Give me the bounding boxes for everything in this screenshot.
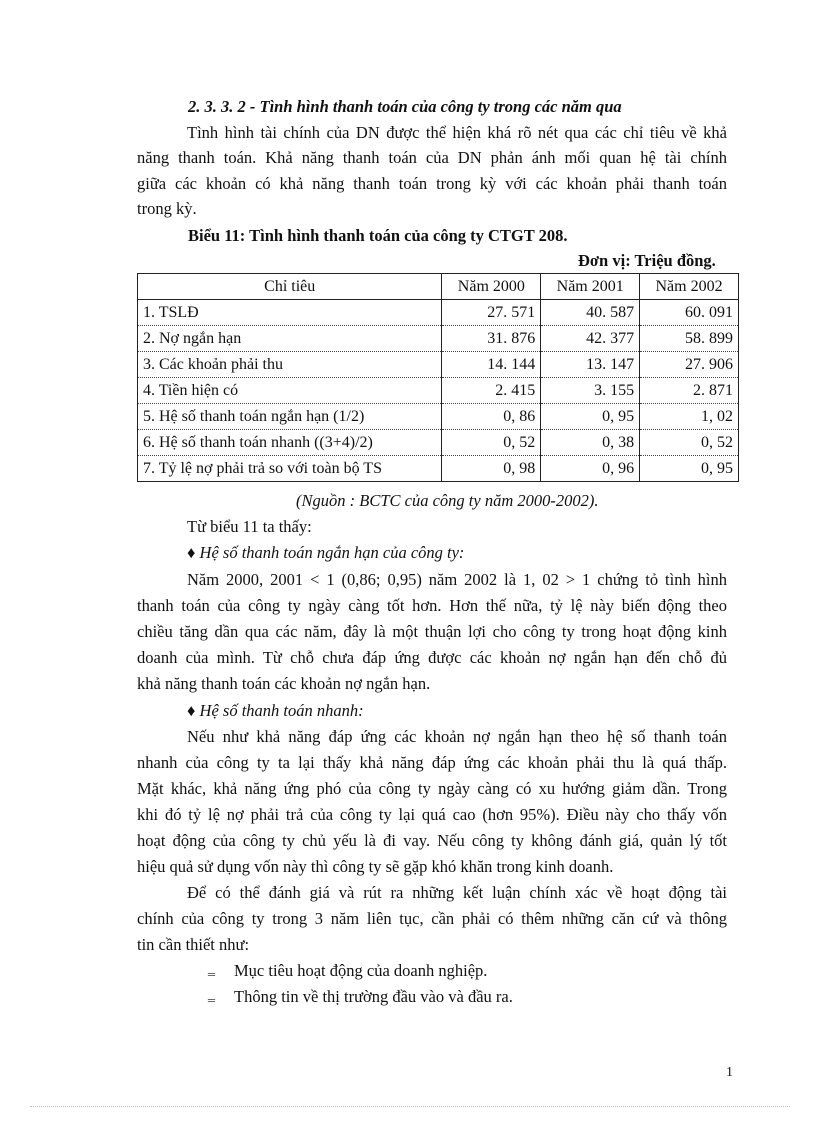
cell-2000: 0, 98 <box>442 456 541 482</box>
row-label: 5. Hệ số thanh toán ngắn hạn (1/2) <box>138 404 442 430</box>
paragraph-line: Nếu như khả năng đáp ứng các khoản nợ ngắn hạn theo hệ số thanh toán <box>187 727 727 746</box>
header-cell: Năm 2000 <box>442 274 541 300</box>
table-row <box>138 430 739 456</box>
cell-2000: 0, 52 <box>442 430 541 456</box>
header-cell: Năm 2002 <box>640 274 739 300</box>
paragraph-line: khi đó tỷ lệ nợ phải trả của công ty lại quá cao (hơn 95%). Điều này cho thấy vốn <box>137 805 727 824</box>
table-row <box>138 378 739 404</box>
cell-2001: 0, 96 <box>541 456 640 482</box>
dash-bullet-icon: ‗ <box>208 987 215 1002</box>
cell-2002: 0, 52 <box>640 430 739 456</box>
paragraph-line: hiệu quả sử dụng vốn này thì công ty sẽ gặp khó khăn trong kinh doanh. <box>137 857 614 876</box>
cell-2001: 40. 587 <box>541 300 640 326</box>
payment-table <box>137 273 739 482</box>
paragraph-line: Tình hình tài chính của DN được thể hiện khá rõ nét qua các chỉ tiêu về khả <box>187 123 727 142</box>
table-row <box>138 352 739 378</box>
paragraph-line: trong kỳ. <box>137 199 197 218</box>
row-label: 3. Các khoản phải thu <box>138 352 442 378</box>
cell-2002: 2. 871 <box>640 378 739 404</box>
table-row <box>138 326 739 352</box>
unit-label: Đơn vị: Triệu đồng. <box>578 251 716 270</box>
header-cell: Chỉ tiêu <box>138 274 442 300</box>
paragraph-line: doanh của mình. Từ chỗ chưa đáp ứng được các khoản nợ ngắn hạn đến chỗ đủ <box>137 648 727 667</box>
cell-2001: 3. 155 <box>541 378 640 404</box>
cell-2002: 58. 899 <box>640 326 739 352</box>
table-caption: Biểu 11: Tình hình thanh toán của công ty CTGT 208. <box>188 226 568 245</box>
cell-2001: 42. 377 <box>541 326 640 352</box>
cell-2000: 27. 571 <box>442 300 541 326</box>
bullet-item: Thông tin về thị trường đầu vào và đầu ra. <box>234 987 513 1006</box>
cell-2002: 60. 091 <box>640 300 739 326</box>
paragraph-line: Năm 2000, 2001 < 1 (0,86; 0,95) năm 2002 là 1, 02 > 1 chứng tỏ tình hình <box>187 570 727 589</box>
cell-2000: 2. 415 <box>442 378 541 404</box>
table-source: (Nguồn : BCTC của công ty năm 2000-2002). <box>296 491 599 510</box>
cell-2002: 1, 02 <box>640 404 739 430</box>
paragraph-line: nhanh của công ty ta lại thấy khả năng đáp ứng các khoản phải thu là quá thấp. <box>137 753 727 772</box>
paragraph-line: chính của công ty trong 3 năm liên tục, cần phải có thêm những căn cứ và thông <box>137 909 727 928</box>
table-row <box>138 300 739 326</box>
table-row <box>138 404 739 430</box>
cell-2001: 0, 38 <box>541 430 640 456</box>
page-bottom-divider <box>30 1106 790 1107</box>
section-heading: 2. 3. 3. 2 - Tình hình thanh toán của công ty trong các năm qua <box>188 97 622 116</box>
row-label: 6. Hệ số thanh toán nhanh ((3+4)/2) <box>138 430 442 456</box>
cell-2002: 0, 95 <box>640 456 739 482</box>
section-title-quick: ♦ Hệ số thanh toán nhanh: <box>187 701 364 720</box>
paragraph-line: tin cần thiết như: <box>137 935 250 954</box>
dash-bullet-icon: ‗ <box>208 961 215 976</box>
paragraph-line: giữa các khoản có khả năng thanh toán trong kỳ với các khoản phải thanh toán <box>137 174 727 193</box>
cell-2002: 27. 906 <box>640 352 739 378</box>
paragraph-line: hoạt động của công ty chủ yếu là đi vay. Nếu công ty không đánh giá, quản lý tốt <box>137 831 727 850</box>
row-label: 7. Tỷ lệ nợ phải trả so với toàn bộ TS <box>138 456 442 482</box>
paragraph-line: thanh toán của công ty ngày càng tốt hơn. Hơn thế nữa, tỷ lệ này biến động theo <box>137 596 727 615</box>
page-number: 1 <box>726 1065 733 1080</box>
cell-2000: 31. 876 <box>442 326 541 352</box>
intro-line: Từ biểu 11 ta thấy: <box>187 517 312 536</box>
cell-2001: 0, 95 <box>541 404 640 430</box>
paragraph-line: chiều tăng dần qua các năm, đây là một thuận lợi cho công ty trong hoạt động kinh <box>137 622 727 641</box>
paragraph-line: khả năng thanh toán các khoản nợ ngắn hạn. <box>137 674 431 693</box>
row-label: 1. TSLĐ <box>138 300 442 326</box>
section-title-short-term: ♦ Hệ số thanh toán ngắn hạn của công ty: <box>187 543 465 562</box>
header-cell: Năm 2001 <box>541 274 640 300</box>
table-row <box>138 456 739 482</box>
cell-2000: 14. 144 <box>442 352 541 378</box>
row-label: 2. Nợ ngắn hạn <box>138 326 442 352</box>
row-label: 4. Tiền hiện có <box>138 378 442 404</box>
bullet-item: Mục tiêu hoạt động của doanh nghiệp. <box>234 961 488 980</box>
table-header-row <box>138 274 739 300</box>
cell-2001: 13. 147 <box>541 352 640 378</box>
cell-2000: 0, 86 <box>442 404 541 430</box>
paragraph-line: Mặt khác, khả năng ứng phó của công ty ngày càng có xu hướng giảm dần. Trong <box>137 779 727 798</box>
paragraph-line: Để có thể đánh giá và rút ra những kết luận chính xác về hoạt động tài <box>187 883 727 902</box>
paragraph-line: năng thanh toán. Khả năng thanh toán của DN phản ánh mối quan hệ tài chính <box>137 148 727 167</box>
